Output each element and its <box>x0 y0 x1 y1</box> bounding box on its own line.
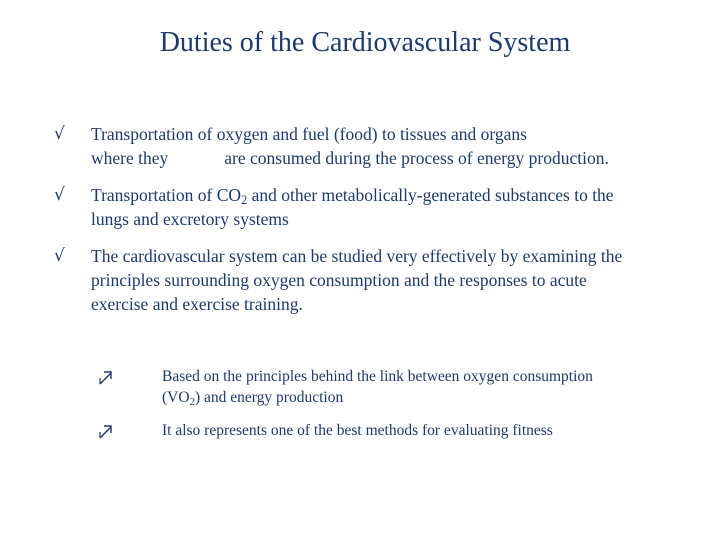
arrow-icon <box>97 368 117 388</box>
sub-bullet-line-part: ) and energy production <box>194 389 344 406</box>
bullet-line-part: and other metabolically-generated substances to the <box>247 185 614 205</box>
sub-bullet-line <box>162 387 702 408</box>
check-mark-icon: √ <box>54 124 65 144</box>
arrow-icon <box>97 422 117 442</box>
bullet-line: exercise and exercise training. <box>91 294 303 314</box>
bullet-line: principles surrounding oxygen consumption and the responses to acute <box>91 270 587 290</box>
sub-bullet-text <box>162 420 702 441</box>
bullet-line: Transportation of oxygen and fuel (food) to tissues and organs <box>91 124 527 144</box>
bullet-line <box>91 146 711 170</box>
bullet-line-part: where they <box>91 148 169 168</box>
bullet-text <box>91 122 711 170</box>
bullet-line-part: are consumed during the process of energy production. <box>224 148 609 168</box>
bullet-text <box>91 244 711 316</box>
bullet-line: The cardiovascular system can be studied very effectively by examining the <box>91 246 623 266</box>
bullet-line <box>91 183 711 207</box>
sub-bullet-line-part: (VO <box>162 389 190 406</box>
slide-title: Duties of the Cardiovascular System <box>159 27 571 58</box>
bullet-text <box>91 183 711 231</box>
bullet-line: lungs and excretory systems <box>91 209 289 229</box>
sub-bullet-line: Based on the principles behind the link between oxygen consumption <box>162 368 593 385</box>
subscript: 2 <box>241 193 248 207</box>
subscript: 2 <box>189 396 195 408</box>
sub-bullet-text <box>162 366 702 408</box>
bullet-line-part: Transportation of CO <box>91 185 242 205</box>
check-mark-icon: √ <box>54 246 65 266</box>
sub-bullet-line: It also represents one of the best methods for evaluating fitness <box>162 422 553 439</box>
check-mark-icon: √ <box>54 185 65 205</box>
